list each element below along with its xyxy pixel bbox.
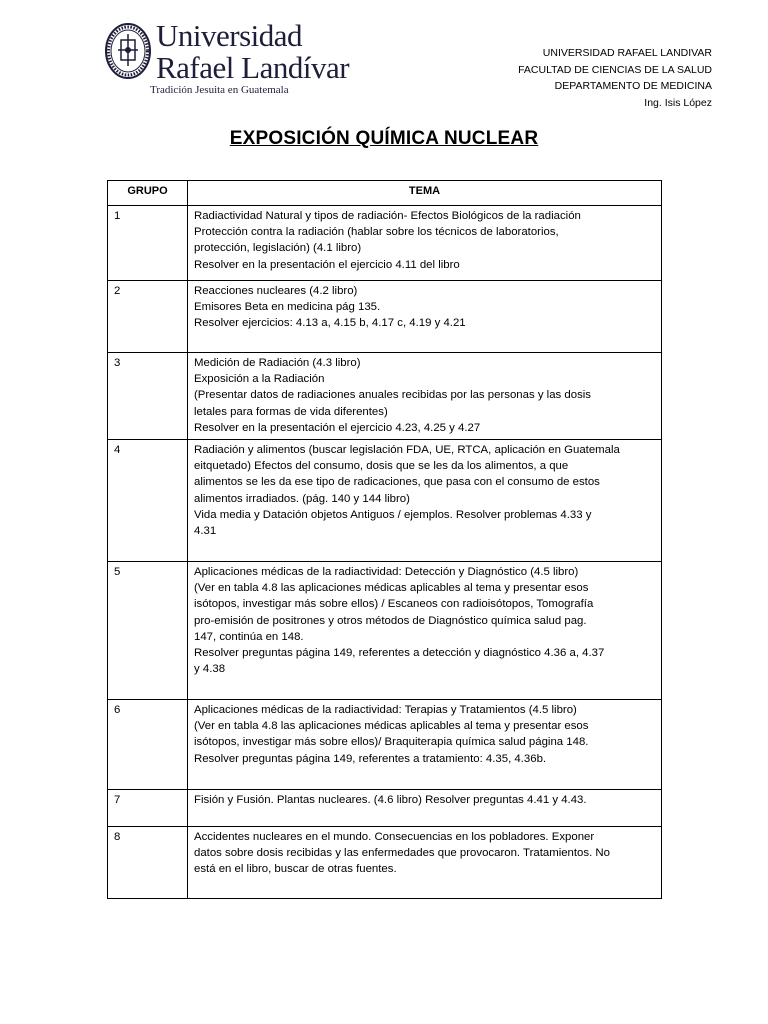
column-header-tema: TEMA bbox=[188, 181, 662, 206]
tema-line: Resolver preguntas página 149, referentes a detección y diagnóstico 4.36 a, 4.37 bbox=[194, 647, 605, 660]
grupo-cell: 8 bbox=[108, 827, 188, 899]
tema-line: datos sobre dosis recibidas y las enfermedades que provocaron. Tratamientos. No bbox=[194, 847, 610, 860]
institution-header bbox=[518, 45, 712, 111]
tema-cell bbox=[188, 700, 662, 790]
tema-line: Aplicaciones médicas de la radiactividad: Terapias y Tratamientos (4.5 libro) bbox=[194, 704, 577, 716]
tema-cell bbox=[188, 440, 662, 562]
header-department: DEPARTAMENTO DE MEDICINA bbox=[554, 80, 712, 92]
tema-line: Medición de Radiación (4.3 libro) bbox=[194, 357, 361, 369]
logo-tagline: Tradición Jesuita en Guatemala bbox=[150, 84, 289, 96]
table-row bbox=[108, 562, 662, 700]
tema-line: Resolver en la presentación el ejercicio 4.11 del libro bbox=[194, 258, 460, 271]
tema-line: Vida media y Datación objetos Antiguos / ejemplos. Resolver problemas 4.33 y bbox=[194, 508, 592, 521]
tema-line: Exposición a la Radiación bbox=[194, 373, 325, 386]
topics-table bbox=[107, 180, 662, 899]
column-header-grupo: GRUPO bbox=[108, 181, 188, 206]
tema-line: 4.31 bbox=[194, 525, 217, 538]
tema-line: Resolver ejercicios: 4.13 a, 4.15 b, 4.17 c, 4.19 y 4.21 bbox=[194, 317, 466, 330]
grupo-cell: 3 bbox=[108, 353, 188, 440]
tema-line: protección, legislación) (4.1 libro) bbox=[194, 242, 362, 255]
tema-line: alimentos irradiados. (pág. 140 y 144 libro) bbox=[194, 492, 410, 505]
university-seal-icon bbox=[104, 20, 156, 80]
table-row bbox=[108, 827, 662, 899]
tema-line: (Ver en tabla 4.8 las aplicaciones médicas aplicables al tema y presentar esos bbox=[194, 720, 589, 733]
table-header-row bbox=[108, 181, 662, 206]
tema-cell bbox=[188, 562, 662, 700]
table-row bbox=[108, 700, 662, 790]
header-instructor: Ing. Isis López bbox=[644, 96, 712, 109]
tema-line: Reacciones nucleares (4.2 libro) bbox=[194, 285, 358, 297]
tema-line: Emisores Beta en medicina pág 135. bbox=[194, 301, 381, 314]
tema-line: alimentos se les da ese tipo de radicaciones, que pasa con el consumo de estos bbox=[194, 476, 600, 489]
page-title: EXPOSICIÓN QUÍMICA NUCLEAR bbox=[229, 128, 539, 149]
tema-line: Accidentes nucleares en el mundo. Consecuencias en los pobladores. Exponer bbox=[194, 831, 595, 843]
grupo-cell: 6 bbox=[108, 700, 188, 790]
tema-line: Fisión y Fusión. Plantas nucleares. (4.6 libro) Resolver preguntas 4.41 y 4.43. bbox=[194, 794, 587, 806]
tema-cell bbox=[188, 827, 662, 899]
header-faculty: FACULTAD DE CIENCIAS DE LA SALUD bbox=[518, 63, 712, 76]
tema-line: 147, continúa en 148. bbox=[194, 630, 304, 643]
tema-line: eitquetado) Efectos del consumo, dosis que se les da los alimentos, a que bbox=[194, 460, 569, 473]
tema-cell bbox=[188, 790, 662, 827]
tema-line: Resolver preguntas página 149, referentes a tratamiento: 4.35, 4.36b. bbox=[194, 752, 547, 765]
tema-line: (Presentar datos de radiaciones anuales recibidas por las personas y las dosis bbox=[194, 389, 591, 402]
tema-line: letales para formas de vida diferentes) bbox=[194, 405, 388, 418]
tema-line: isótopos, investigar más sobre ellos) / Escaneos con radioisótopos, Tomografía bbox=[194, 598, 594, 611]
tema-line: Protección contra la radiación (hablar sobre los técnicos de laboratorios, bbox=[194, 226, 559, 239]
tema-line: isótopos, investigar más sobre ellos)/ Braquiterapia química salud página 148. bbox=[194, 736, 589, 749]
header-university: UNIVERSIDAD RAFAEL LANDIVAR bbox=[542, 47, 712, 59]
logo-line-2: Rafael Landívar bbox=[156, 50, 350, 85]
tema-cell bbox=[188, 281, 662, 353]
tema-line: Radiactividad Natural y tipos de radiación- Efectos Biológicos de la radiación bbox=[194, 210, 581, 222]
grupo-cell: 1 bbox=[108, 206, 188, 281]
tema-line: (Ver en tabla 4.8 las aplicaciones médicas aplicables al tema y presentar esos bbox=[194, 582, 589, 595]
tema-cell bbox=[188, 353, 662, 440]
tema-line: está en el libro, buscar de otras fuentes. bbox=[194, 863, 397, 876]
table-row bbox=[108, 440, 662, 562]
university-logo bbox=[104, 18, 350, 100]
logo-line-1: Universidad bbox=[156, 18, 303, 53]
table-row bbox=[108, 353, 662, 440]
tema-line: y 4.38 bbox=[194, 663, 226, 676]
tema-cell bbox=[188, 206, 662, 281]
grupo-cell: 5 bbox=[108, 562, 188, 700]
grupo-cell: 4 bbox=[108, 440, 188, 562]
tema-line: pro-emisión de positrones y otros métodos de Diagnóstico química salud pag. bbox=[194, 614, 587, 627]
grupo-cell: 2 bbox=[108, 281, 188, 353]
tema-line: Resolver en la presentación el ejercicio 4.23, 4.25 y 4.27 bbox=[194, 421, 481, 434]
grupo-cell: 7 bbox=[108, 790, 188, 827]
table-row bbox=[108, 281, 662, 353]
table-row bbox=[108, 790, 662, 827]
tema-line: Aplicaciones médicas de la radiactividad: Detección y Diagnóstico (4.5 libro) bbox=[194, 566, 579, 578]
table-row bbox=[108, 206, 662, 281]
tema-line: Radiación y alimentos (buscar legislación FDA, UE, RTCA, aplicación en Guatemala bbox=[194, 444, 620, 456]
